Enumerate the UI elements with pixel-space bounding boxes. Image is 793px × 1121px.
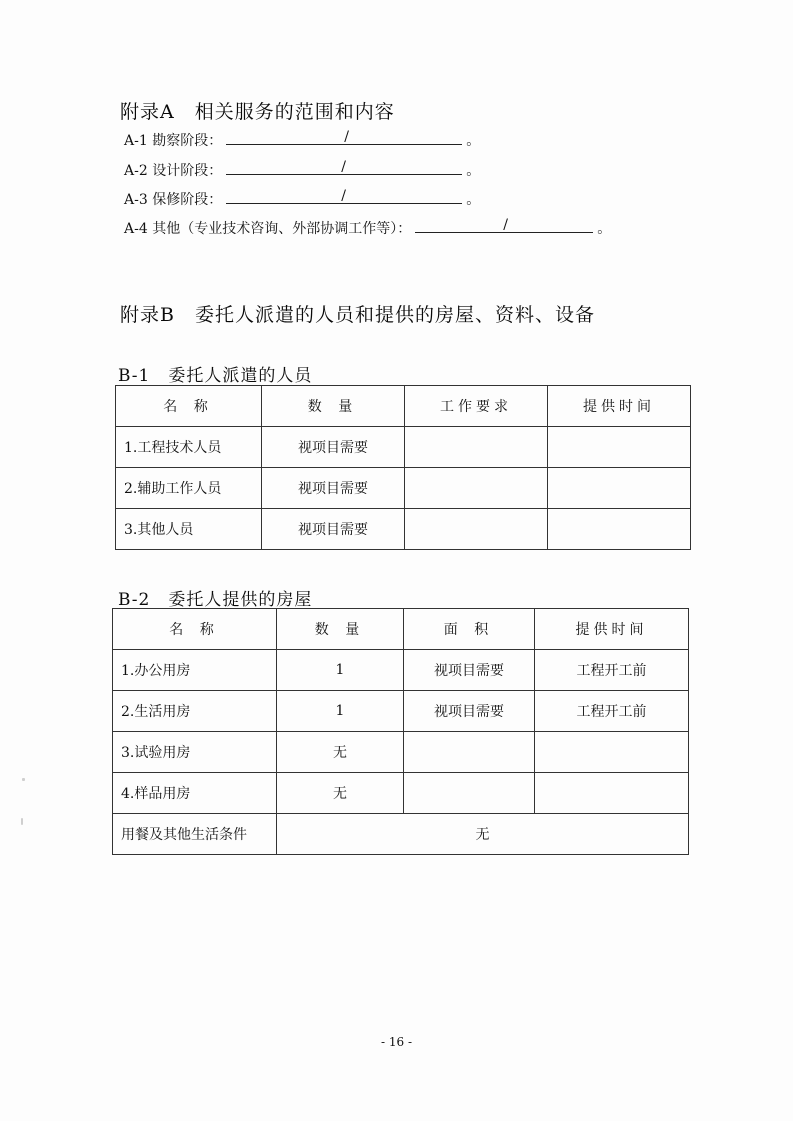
b2-cell: 视项目需要 [404, 691, 535, 732]
b2-header-area: 面 积 [404, 609, 535, 650]
a3-line [124, 189, 480, 209]
a3-label: A-3 保修阶段： [124, 192, 223, 208]
a4-end: 。 [597, 221, 612, 237]
a4-label: A-4 其他（专业技术咨询、外部协调工作等）： [124, 221, 412, 237]
scan-speck [21, 818, 23, 825]
a3-value: / [341, 188, 346, 204]
b2-header-row [113, 609, 689, 650]
b1-header-row [116, 386, 691, 427]
b1-cell [548, 427, 691, 468]
b1-header-name: 名 称 [116, 386, 262, 427]
b1-cell: 视项目需要 [262, 427, 405, 468]
b2-header-time: 提供时间 [535, 609, 689, 650]
b1-cell [405, 427, 548, 468]
b2-cell [535, 773, 689, 814]
table-row [113, 814, 689, 855]
table-row [113, 732, 689, 773]
a1-line [124, 130, 480, 150]
b1-cell: 1.工程技术人员 [116, 427, 262, 468]
b2-cell [404, 732, 535, 773]
a4-line [124, 218, 611, 238]
b1-cell [405, 509, 548, 550]
b2-cell: 工程开工前 [535, 650, 689, 691]
b1-table [115, 385, 691, 550]
b2-cell: 4.样品用房 [113, 773, 277, 814]
b2-cell: 无 [277, 732, 404, 773]
a1-end: 。 [466, 133, 481, 149]
b2-cell: 1 [277, 691, 404, 732]
b2-cell [404, 773, 535, 814]
a4-value: / [503, 217, 508, 233]
a3-end: 。 [466, 192, 481, 208]
table-row [113, 773, 689, 814]
table-row [116, 427, 691, 468]
b1-cell: 3.其他人员 [116, 509, 262, 550]
scan-speck [22, 778, 25, 781]
a2-label: A-2 设计阶段： [124, 163, 223, 179]
b1-cell: 视项目需要 [262, 468, 405, 509]
b2-cell: 1 [277, 650, 404, 691]
b2-cell: 视项目需要 [404, 650, 535, 691]
b1-cell [548, 509, 691, 550]
a2-end: 。 [466, 163, 481, 179]
table-row [116, 509, 691, 550]
page-number: - 16 - [380, 1035, 412, 1049]
b2-cell [535, 732, 689, 773]
b1-cell [548, 468, 691, 509]
b1-header-qty: 数 量 [262, 386, 405, 427]
b2-header-qty: 数 量 [277, 609, 404, 650]
b2-cell: 工程开工前 [535, 691, 689, 732]
table-row [113, 691, 689, 732]
b1-header-time: 提供时间 [548, 386, 691, 427]
a2-line [124, 160, 480, 180]
a1-label: A-1 勘察阶段： [124, 133, 223, 149]
a2-blank [226, 160, 462, 175]
a1-value: / [344, 129, 349, 145]
a1-blank [226, 130, 462, 145]
b2-title: B-2 委托人提供的房屋 [118, 590, 313, 610]
table-row [116, 468, 691, 509]
appendix-b-title: 附录B 委托人派遣的人员和提供的房屋、资料、设备 [120, 304, 595, 326]
b2-last-label: 用餐及其他生活条件 [113, 814, 277, 855]
b1-title: B-1 委托人派遣的人员 [118, 366, 313, 386]
b2-cell: 2.生活用房 [113, 691, 277, 732]
table-row [113, 650, 689, 691]
b2-table [112, 608, 689, 855]
a3-blank [226, 189, 462, 204]
b2-last-value: 无 [277, 814, 689, 855]
b1-header-req: 工作要求 [405, 386, 548, 427]
b1-cell [405, 468, 548, 509]
b2-header-name: 名 称 [113, 609, 277, 650]
b2-cell: 3.试验用房 [113, 732, 277, 773]
b2-cell: 无 [277, 773, 404, 814]
appendix-a-title: 附录A 相关服务的范围和内容 [120, 101, 395, 123]
b2-cell: 1.办公用房 [113, 650, 277, 691]
b1-cell: 视项目需要 [262, 509, 405, 550]
a2-value: / [341, 159, 346, 175]
a4-blank [415, 218, 593, 233]
b1-cell: 2.辅助工作人员 [116, 468, 262, 509]
